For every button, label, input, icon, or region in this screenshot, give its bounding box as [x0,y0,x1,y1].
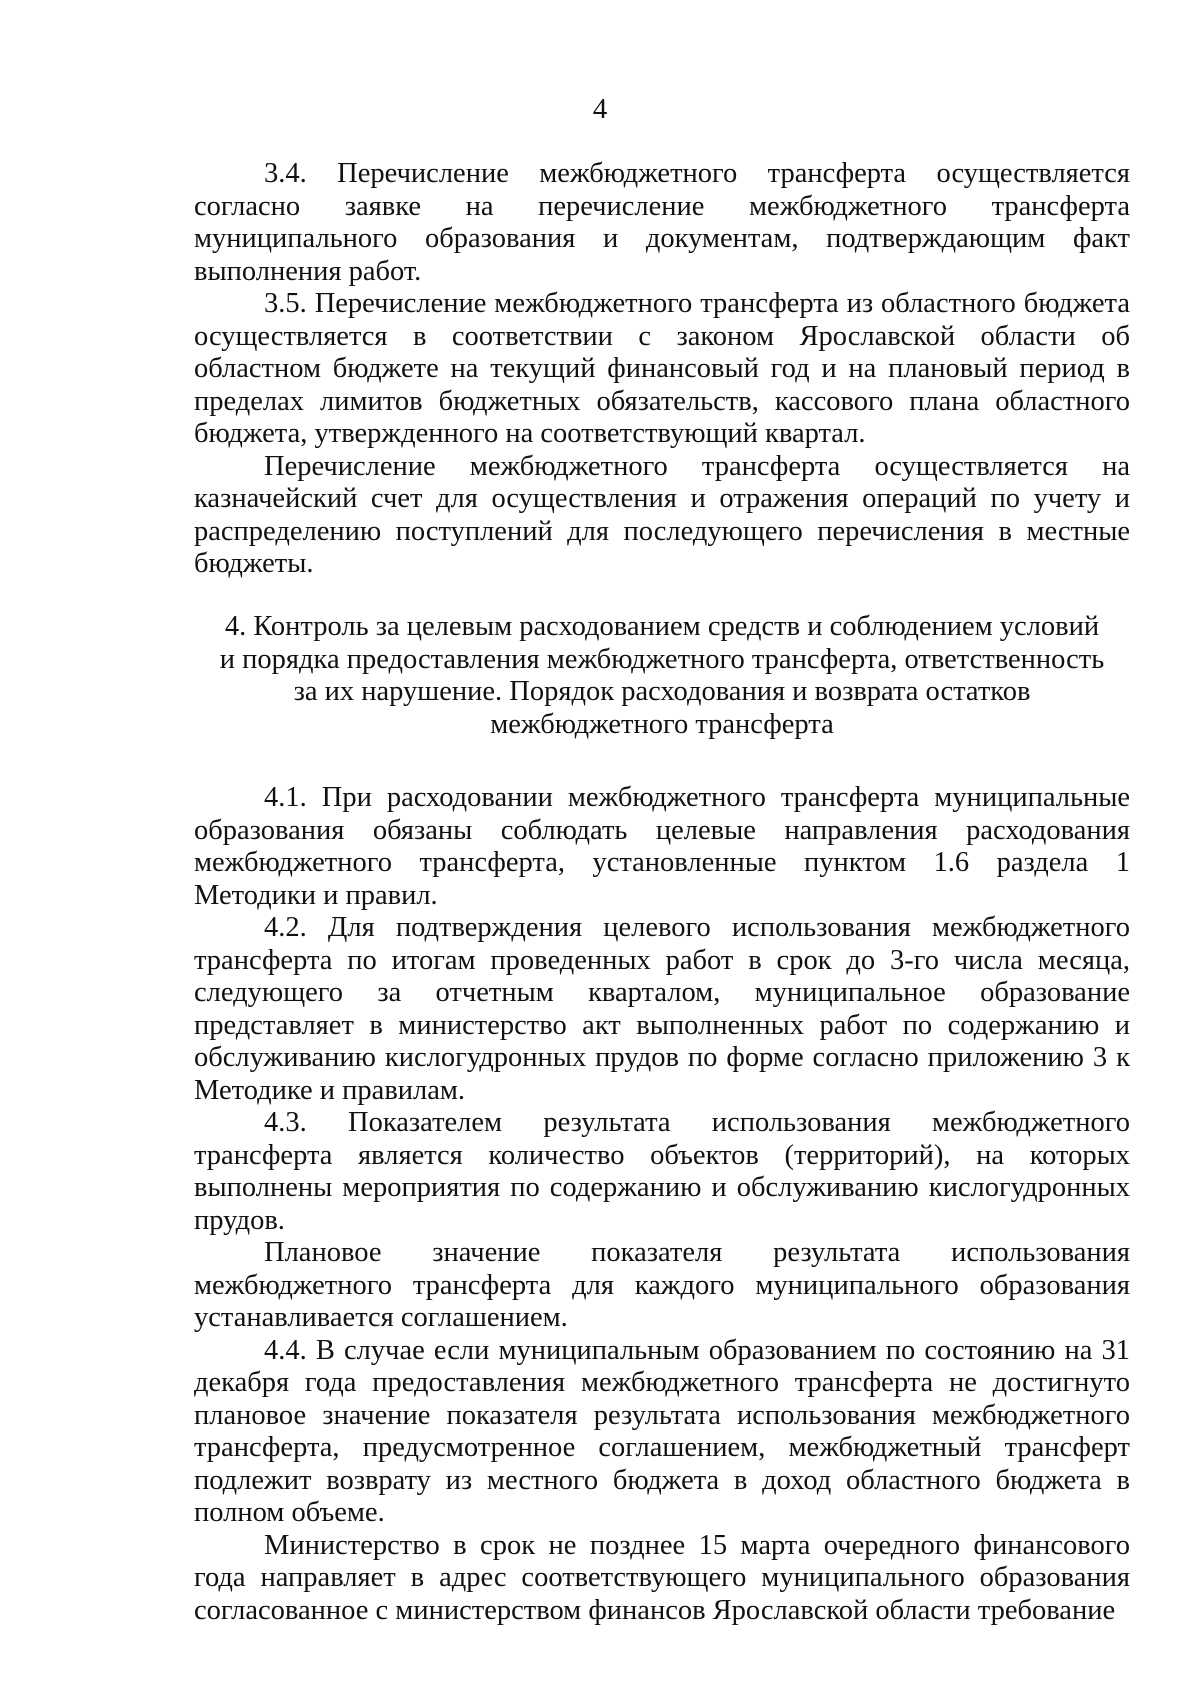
section-4-text [194,782,1130,1627]
paragraph-4-3: 4.3. Показателем результата использования межбюджетного трансферта является количество объектов (территорий), на которых выполнены мероприятия по содержанию и обслуживанию кислогудронных прудов. [194,1107,1130,1236]
paragraph-3-5: 3.5. Перечисление межбюджетного трансферта из областного бюджета осуществляется в соответствии с законом Ярославской области об областном бюджете на текущий финансовый год и на плановый период в пределах лимитов бюджетных обязательств, кассового плана областного бюджета, утвержденного на соответствующий квартал. [194,288,1130,449]
page-number: 4 [592,93,608,125]
paragraph-3-5-transfer: Перечисление межбюджетного трансферта осуществляется на казначейский счет для осуществления и отражения операций по учету и распределению поступлений для последующего перечисления в местные бюджеты. [194,450,1130,579]
heading-line: 4. Контроль за целевым расходованием средств и соблюдением условий [224,611,1100,642]
paragraph-4-1: 4.1. При расходовании межбюджетного трансферта муниципальные образования обязаны соблюдать целевые направления расходования межбюджетного трансферта, установленные пунктом 1.6 раздела 1 Методики и правил. [194,782,1130,911]
section-4-heading [194,611,1130,741]
heading-line: и порядка предоставления межбюджетного трансферта, ответственность [219,643,1105,675]
heading-line: межбюджетного трансферта [490,708,834,740]
paragraph-3-4: 3.4. Перечисление межбюджетного трансферта осуществляется согласно заявке на перечисление межбюджетного трансферта муниципального образования и документам, подтверждающим факт выполнения работ. [194,158,1130,287]
paragraph-4-2: 4.2. Для подтверждения целевого использования межбюджетного трансферта по итогам проведенных работ в срок до 3-го числа месяца, следующего за отчетным кварталом, муниципальное образование представляет в министерство акт выполненных работ по содержанию и обслуживанию кислогудронных прудов по форме согласно приложению 3 к Методике и правилам. [194,912,1130,1106]
paragraph-4-4-ministry: Министерство в срок не позднее 15 марта очередного финансового года направляет в адрес соответствующего муниципального образования согласованное с министерством финансов Ярославской области требование [194,1529,1130,1626]
section-3-text [194,158,1130,581]
paragraph-4-4: 4.4. В случае если муниципальным образованием по состоянию на 31 декабря года предоставления межбюджетного трансферта не достигнуто плановое значение показателя результата использования межбюджетного трансферта, предусмотренное соглашением, межбюджетный трансферт подлежит возврату из местного бюджета в доход областного бюджета в полном объеме. [194,1334,1130,1528]
paragraph-4-3-plan: Плановое значение показателя результата использования межбюджетного трансферта для каждого муниципального образования устанавливается соглашением. [194,1237,1130,1333]
heading-line: за их нарушение. Порядок расходования и возврата остатков [293,676,1031,707]
